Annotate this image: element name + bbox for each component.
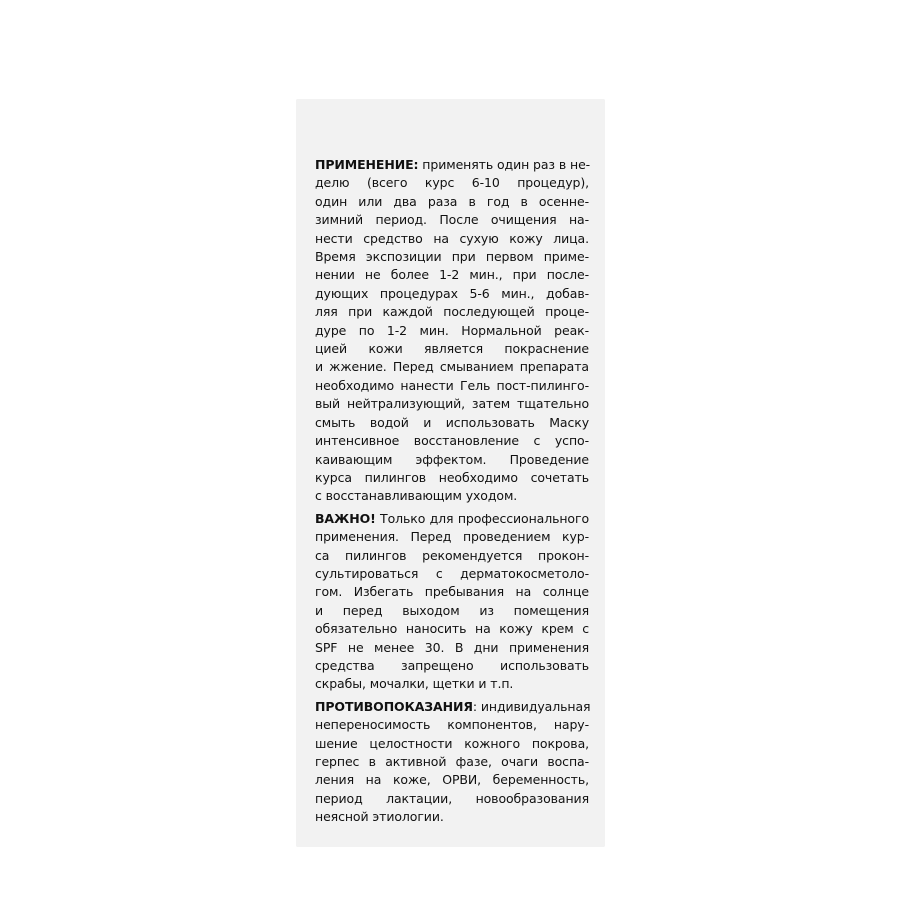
text-line: неясной этиологии. xyxy=(315,809,444,825)
text-line: нести средство на сухую кожу лица. xyxy=(315,230,589,246)
text-line: цией кожи является покраснение xyxy=(315,341,589,357)
text-line: герпес в активной фазе, очаги воспа- xyxy=(315,754,589,769)
text-line: один или два раза в год в осенне- xyxy=(315,193,589,209)
text-line: ПРИМЕНЕНИЕ: применять один раз в не- xyxy=(315,157,591,172)
text-line: ПРОТИВОПОКАЗАНИЯ: индивидуальная xyxy=(315,698,591,714)
text-line: дующих процедурах 5-6 мин., добав- xyxy=(315,285,589,301)
text-line: ляя при каждой последующей проце- xyxy=(315,304,589,320)
text-line: с восстанавливающим уходом. xyxy=(315,488,518,504)
text-line: интенсивное восстановление с успо- xyxy=(315,433,589,449)
text-line: необходимо нанести Гель пост-пилинго- xyxy=(315,377,589,393)
text-line: дуре по 1-2 мин. Нормальной реак- xyxy=(315,322,589,338)
text-line: смыть водой и использовать Маску xyxy=(315,414,589,430)
text-line: зимний период. После очищения на- xyxy=(315,212,589,228)
text-line: курса пилингов необходимо сочетать xyxy=(315,469,589,485)
text-line: сультироваться с дерматокосметоло- xyxy=(315,565,589,581)
text-line: нении не более 1-2 мин., при после- xyxy=(315,267,589,283)
text-line: применения. Перед проведением кур- xyxy=(315,529,589,545)
section-label: ВАЖНО! xyxy=(315,510,376,526)
text-line: непереносимость компонентов, нару- xyxy=(315,717,589,733)
section-contraindications xyxy=(315,698,589,827)
text-line: вый нейтрализующий, затем тщательно xyxy=(315,396,589,412)
instructions-text xyxy=(315,156,589,831)
text-line: Время экспозиции при первом приме- xyxy=(315,249,589,265)
text-line: ления на коже, ОРВИ, беременность, xyxy=(315,772,589,788)
text-line: ВАЖНО! Только для профессионального xyxy=(315,510,589,526)
text-line: са пилингов рекомендуется прокон- xyxy=(315,547,589,563)
section-application xyxy=(315,156,589,506)
text-line: средства запрещено использовать xyxy=(315,657,589,673)
text-line: каивающим эффектом. Проведение xyxy=(315,451,589,467)
section-label: ПРИМЕНЕНИЕ: xyxy=(315,157,419,172)
text-line: скрабы, мочалки, щетки и т.п. xyxy=(315,676,514,692)
package-side-panel xyxy=(297,100,604,846)
text-line: гом. Избегать пребывания на солнце xyxy=(315,584,589,600)
section-important xyxy=(315,510,589,694)
section-label: ПРОТИВОПОКАЗАНИЯ xyxy=(315,698,473,714)
text-line: SPF не менее 30. В дни применения xyxy=(315,639,589,655)
text-line: шение целостности кожного покрова, xyxy=(315,735,589,751)
text-line: и перед выходом из помещения xyxy=(315,602,589,618)
text-line: и жжение. Перед смыванием препарата xyxy=(315,359,589,375)
text-line: делю (всего курс 6-10 процедур), xyxy=(315,175,589,191)
text-line: период лактации, новообразования xyxy=(315,790,589,806)
text-line: обязательно наносить на кожу крем с xyxy=(315,621,589,637)
